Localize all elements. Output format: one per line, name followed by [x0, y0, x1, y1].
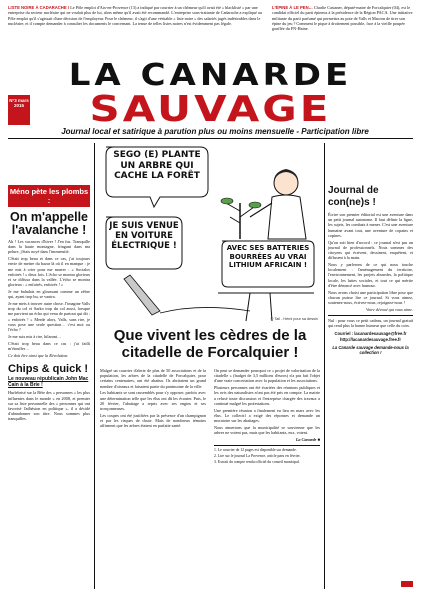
closing-line: La Canarde sauvage demande-nous la collection ! [332, 345, 409, 356]
leaf-icon [221, 198, 233, 204]
centre-paragraph: Les coupes ont été justifiées par la présence d'un champignon et par les risques de chute. Mais de nombreux témoins affirment que les arbres étaient en parfaite santé. [100, 412, 206, 429]
contact-email-link[interactable]: lacanardesauvage@free.fr [354, 331, 407, 337]
right-paragraph: Votre dévoué qui vous aime. [366, 306, 413, 312]
cartoon-drawing [100, 143, 320, 323]
centre-paragraph: Plusieurs personnes ont été écartées des réunions publiques et les avis des naturalistes n'ont pas été pris en compte. La mairie a refusé toute discussion et l'entreprise chargée des travaux a continué malgré les protestations. [214, 385, 320, 406]
character-legs-icon [246, 293, 272, 321]
bubble3-text: AVEC SES BATTERIES BOURRÉES AU VRAI LITHIUM AFRICAIN ! [226, 244, 310, 269]
centre-paragraph: On peut se demander pourquoi ce « projet de valorisation de la citadelle » (budget de 3,5 millions d'euros) n'a pas fait l'objet d'une vraie concertation avec la population et les associations. [214, 368, 320, 384]
left-section2-subtitle: Le nouveau républicain John Mac Cain à la Brie ! [8, 375, 89, 388]
left-paragraph: Ah ! Les vacances d'hiver ! J'en fus. Tranquille dans la haute montagne, fringant dans ma pelure, j'étais noyé dans l'immensité. [8, 239, 90, 255]
contact-block [328, 331, 413, 355]
left-column [8, 185, 90, 587]
leaf-icon [249, 202, 261, 208]
left-paragraph: C'était trop beau dans ce cas : j'ai failli m'étouffer… [8, 340, 90, 351]
contact-site-link[interactable]: http://lacanardesauvage.free.fr [340, 336, 401, 342]
footnote: 1. Le courrier de 12 pages est disponible sur demande. [214, 448, 297, 453]
left-article-title: On m'appelle l'avalanche ! [10, 210, 88, 237]
centre-article [100, 368, 320, 589]
centre-paragraph: Malgré un courrier d'alerte de plus de 50 associations et de la population, les arbres de la citadelle de Forcalquier, pour certains centenaires, ont été abattus. Ils abritaient un grand nombre d'oiseaux et faisaient partie du patrimoine de la ville. [100, 368, 206, 389]
top-left-kicker: LISTE NOIRE À CADARACHE ! [8, 5, 70, 10]
left-paragraph: Je me baladais en gloussant comme un zèbre qui, ayant trop bu, se vautra. [8, 289, 90, 300]
left-article-body [8, 239, 90, 358]
masthead-rule [8, 138, 413, 139]
left-paragraph: Je me mets à trouver autre chose. J'imagine Valls trop du col et Sarko trop du col aussi, lorsque me parvient un écho qui venu de partout qui dit : « enfoirés ! » Merde alors, Valls, sans rire, je vous pose une seule question… c'est moi ou l'écho ? [8, 301, 90, 333]
contact-label: Courriel : [334, 331, 354, 337]
centre-signature: La Canarde ■ [295, 436, 320, 442]
centre-footnotes [214, 445, 320, 465]
centre-paragraph: Les habitants se sont rassemblés pour s'y opposer, parfois avec une détermination telle que les élus ont dû les écouter. Puis, le 20 février, l'abattage a repris avec ses engins et ses tronçonneuses. [100, 390, 206, 412]
centre-paragraph: Nous aimerions que la municipalité se souvienne que les arbres ne votent pas, mais que les habitants, eux, votent. [214, 424, 320, 436]
masthead-title-line2: SAUVAGE [89, 87, 332, 130]
left-signature: Ce doit être ainsi que la Révolution. [8, 352, 69, 358]
masthead-tagline: Journal local et satirique à parution plus ou moins mensuelle - Participation libre [61, 127, 369, 136]
bubble1-text-holder [110, 150, 204, 196]
column-divider [94, 143, 95, 589]
centre-headline: Que vivent les cèdres de la citadelle de Forcalquier ! [113, 327, 307, 361]
top-left-text: Le Pôle emploi d'Aix-en-Provence (13) a indiqué par courrier à un chômeur qu'il avait été « blacklisté » par une entreprise du secteur nucléaire qui ne voulait plus de lui, alors même qu'il avait été recommandé. L'entreprise sous-traitante de Cadarache a expliqué au Pôle emploi qu'il s'agissait d'une décision de l'employeur. Pour le chômeur, il s'agit d'une véritable « liste noire » des salariés jugés indésirables dans le nucléaire, et il compte demander à consulter les documents le concernant. La tenue de telles listes noires n'est évidemment pas légale. [8, 5, 262, 26]
ground-line-icon [160, 307, 250, 313]
footnote: 2. Lire sur le journal La Provence, article paru en février. [214, 454, 301, 459]
right-paragraph: Qu'on soit bien d'accord : ce journal n'est pas un journal de professionnels. Nous sommes des citoyens qui écrivent, dessinent, enquêtent, et diffusent à la main. [328, 239, 413, 261]
bubble2-text-holder [109, 221, 179, 267]
bubble3-text-holder [225, 244, 311, 286]
bubble2-text: JE SUIS VENUE EN VOITURE ÉLECTRIQUE ! [109, 221, 179, 251]
centre-paragraph: Une première réunion a finalement eu lieu en mars avec les élus. Le collectif a exigé des réponses et demande un moratoire sur les abattages. [214, 407, 320, 424]
top-right-brief [272, 5, 413, 53]
shovel-icon [124, 275, 160, 315]
left-band-heading: Méno pète les plombs : [9, 187, 89, 205]
footnote: 3. Extrait du compte rendu officiel du conseil municipal. [214, 460, 300, 465]
masthead-title-line1: LA CANARDE [68, 57, 353, 93]
right-note: Nul : pour vous ce petit cadeau, un journal gratuit qui rend plus la bonne humeur que celle du coin. [328, 315, 413, 328]
right-article-title: Journal de con(ne)s ! [328, 185, 379, 208]
centre-column-1 [100, 368, 206, 589]
bubble1-text: SEGO (E) PLANTE UN ARBRE QUI CACHE LA FORÊT [113, 150, 201, 181]
masthead [0, 55, 421, 135]
top-right-text: Charlie Castaner, député-maire de Forcalquier (04), est le candidat officiel du parti épineux à la présidence de la Région PACA. Une initiative militante du parti parfumé qui permettra au pote de Valls et Macron de tirer son épine du jeu ? Comment le pique à droitement possible, face à la vieille poupée gonflée du FN-Haine. [272, 5, 413, 32]
column-divider [324, 143, 325, 589]
right-article-body [328, 212, 413, 328]
character-body-icon [268, 195, 306, 239]
end-mark-icon [401, 581, 413, 587]
right-paragraph: Nous y parlerons de ce qui nous touche localement : l'aménagement du territoire, l'environnement, les projets absurdes, la politique locale, les luttes sociales, et tout ce qui mérite d'être dénoncé avec humour. [328, 262, 413, 288]
top-strip [8, 5, 413, 53]
top-right-kicker: L'ÉPINE À LE PEN… [272, 5, 313, 10]
cartoon-illustration [100, 143, 320, 323]
centre-column-2 [214, 368, 320, 589]
right-column [328, 185, 413, 587]
cartoon-credit: © Tall - Hémi pour sa dessin [270, 317, 318, 321]
left-paragraph: Je me suis mis à rire, hilarant… [8, 333, 62, 339]
left-section2-title: Chips & quick ! [8, 362, 89, 375]
left-paragraph: C'était trop beau et dans ce cas, j'ai toujours envie de mettre du bazar là où il en manque : je me mis à crier pour me marrer : « Socialos enfoirés ! » deux fois. L'écho se montra glorieux et se diffusa dans la vallée. L'écho se montra glorieux : « enfoirés, enfoirés ! » [8, 256, 90, 288]
right-paragraph: Nous avons choisi une participation libre pour que chacun puisse lire ce journal. Si vous aimez, soutenez-nous, écrivez-nous, rejoignez-nous ! [328, 289, 413, 306]
left-section2-text: Hurlebrisé sur la Bête des « personnes » les plus influentes dans le monde » en 2008, et premier sur sa liste personnelle des « personnes qui ont favorisé l'adhésion en politique », il a décidé d'abandonner son titre. Nous sommes plus tranquilles. [8, 390, 90, 422]
top-left-brief [8, 5, 266, 53]
left-section2-body [8, 390, 90, 421]
issue-tag: N°3 mars 2015 [8, 95, 30, 125]
right-paragraph: Écrire son premier éditorial est une aventure dans un petit journal autonome. Il faut définir la ligne, les sujets, les combats à mener. C'est une aventure humaine avant tout, une aventure de copains et copines. [328, 212, 413, 238]
